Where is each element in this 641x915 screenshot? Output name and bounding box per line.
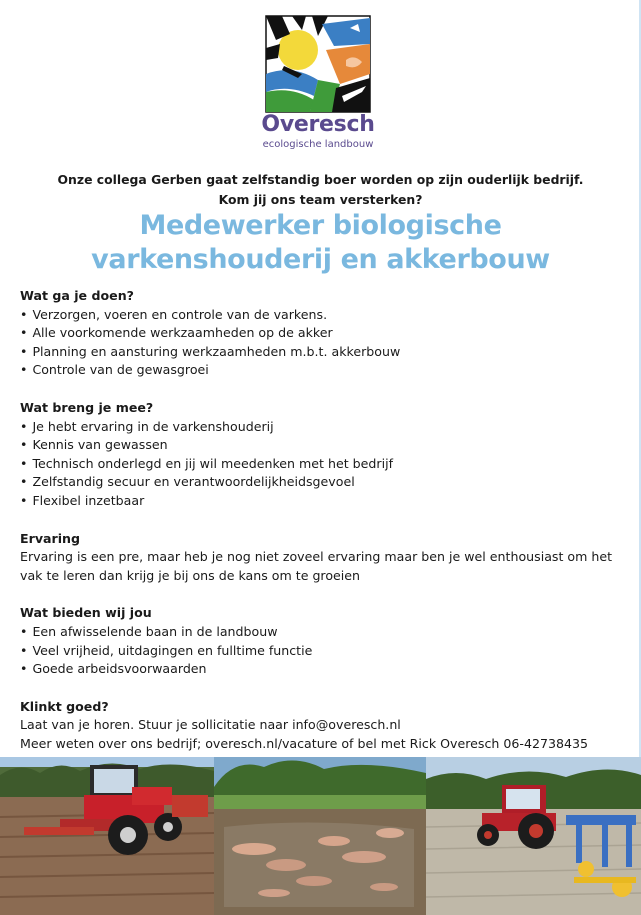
list-item: • Je hebt ervaring in de varkenshouderij <box>20 418 620 437</box>
section-heading: Wat bieden wij jou <box>20 605 152 621</box>
list-item: • Controle van de gewasgroei <box>20 361 620 380</box>
experience-text-line-1: Ervaring is een pre, maar heb je nog niet zoveel ervaring maar ben je wel enthousiast om het <box>20 549 613 565</box>
section-requirements <box>20 399 620 511</box>
job-title-line-2: varkenshouderij en akkerbouw <box>91 244 550 275</box>
list-item: • Flexibel inzetbaar <box>20 492 620 511</box>
list-item: • Alle voorkomende werkzaamheden op de akker <box>20 324 620 343</box>
photo-strip <box>0 757 641 915</box>
pigs-pond-photo <box>214 757 426 915</box>
list-item: • Kennis van gewassen <box>20 436 620 455</box>
tractor-field-photo <box>0 757 214 915</box>
vacancy-content <box>20 287 620 772</box>
requirements-list <box>20 418 620 511</box>
intro-line-1: Onze collega Gerben gaat zelfstandig boer worden op zijn ouderlijk bedrijf. <box>57 172 584 187</box>
list-item: • Veel vrijheid, uitdagingen en fulltime functie <box>20 642 620 661</box>
intro-line-2: Kom jij ons team versterken? <box>218 192 423 207</box>
brand-name: Overesch <box>261 112 375 137</box>
job-title-line-1: Medewerker biologische <box>139 210 502 241</box>
tractor-cultivator-photo <box>426 757 641 915</box>
section-offer <box>20 604 620 678</box>
experience-text-line-2: vak te leren dan krijg je bij ons de kans om te groeien <box>20 567 361 583</box>
offer-list <box>20 623 620 679</box>
task-list <box>20 306 620 380</box>
list-item: • Technisch onderlegd en jij wil meedenken met het bedrijf <box>20 455 620 474</box>
contact-text-line-2: Meer weten over ons bedrijf; overesch.nl/vacature of bel met Rick Overesch 06-42738435 <box>20 735 589 751</box>
logo-emblem-icon <box>262 14 374 114</box>
section-tasks <box>20 287 620 380</box>
section-heading: Klinkt goed? <box>20 698 109 714</box>
list-item: • Goede arbeidsvoorwaarden <box>20 660 620 679</box>
list-item: • Verzorgen, voeren en controle van de varkens. <box>20 306 620 325</box>
brand-subtitle: ecologische landbouw <box>262 139 374 150</box>
section-heading: Ervaring <box>20 530 81 546</box>
section-heading: Wat ga je doen? <box>20 288 134 303</box>
section-contact <box>20 698 620 754</box>
list-item: • Een afwisselende baan in de landbouw <box>20 623 620 642</box>
section-heading: Wat breng je mee? <box>20 399 154 415</box>
list-item: • Planning en aansturing werkzaamheden m.b.t. akkerbouw <box>20 343 620 362</box>
list-item: • Zelfstandig secuur en verantwoordelijkheidsgevoel <box>20 473 620 492</box>
section-experience <box>20 530 620 586</box>
contact-text-line-1: Laat van je horen. Stuur je sollicitatie naar info@overesch.nl <box>20 717 401 733</box>
